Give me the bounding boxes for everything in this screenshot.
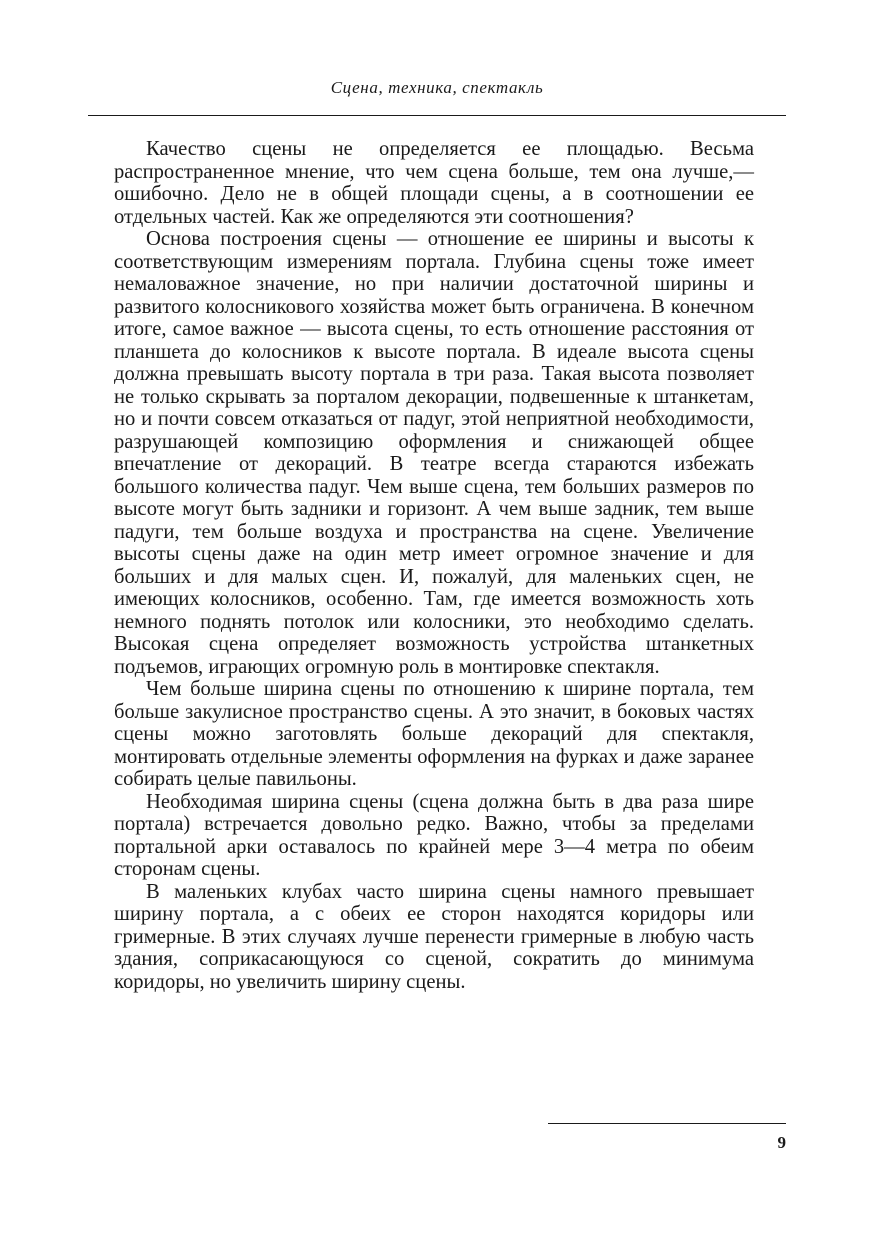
paragraph-2: Основа построения сцены — отношение ее ширины и высоты к соответствующим измерениям портала. Глубина сцены тоже имеет немаловажное значение, но при наличии достаточной ширины и развитого колосникового хозяйства может быть ограничена. В конечном итоге, самое важное — высота сцены, то есть отношение расстояния от планшета до колосников к высоте портала. В идеале высота сцены должна превышать высоту портала в три раза. Такая высота позволяет не только скрывать за порталом декорации, подвешенные к штанкетам, но и почти совсем отказаться от падуг, этой неприятной необходимости, разрушающей композицию оформления и снижающей общее впечатление от декораций. В театре всегда стараются избежать большого количества падуг. Чем выше сцена, тем больших размеров по высоте могут быть задники и горизонт. А чем выше задник, тем выше падуги, тем больше воздуха и пространства на сцене. Увеличение высоты сцены даже на один метр имеет огромное значение и для больших и для малых сцен. И, пожалуй, для маленьких сцен, не имеющих колосников, особенно. Там, где имеется возможность хоть немного поднять потолок или колосники, это необходимо сделать. Высокая сцена определяет возможность устройства штанкетных подъемов, играющих огромную роль в монтировке спектакля. [114,228,754,678]
header-rule [88,115,786,116]
paragraph-1: Качество сцены не определяется ее площадью. Весьма распространенное мнение, что чем сцена больше, тем она лучше,— ошибочно. Дело не в общей площади сцены, а в соотношении ее отдельных частей. Как же определяются эти соотношения? [114,138,754,228]
page-number: 9 [777,1133,786,1152]
paragraph-5: В маленьких клубах часто ширина сцены намного превышает ширину портала, а с обеих ее сторон находятся коридоры или гримерные. В этих случаях лучше перенести гримерные в любую часть здания, соприкасающуюся со сценой, сократить до минимума коридоры, но увеличить ширину сцены. [114,880,754,993]
paragraph-4: Необходимая ширина сцены (сцена должна быть в два раза шире портала) встречается довольно редко. Важно, чтобы за пределами портальной арки оставалось по крайней мере 3—4 метра по обеим сторонам сцены. [114,790,754,880]
paragraph-3: Чем больше ширина сцены по отношению к ширине портала, тем больше закулисное пространство сцены. А это значит, в боковых частях сцены можно заготовлять больше декораций для спектакля, монтировать отдельные элементы оформления на фурках и даже заранее собирать целые павильоны. [114,678,754,790]
running-head: Сцена, техника, спектакль [330,78,544,97]
footer-rule [548,1123,786,1124]
body-text [114,138,754,993]
